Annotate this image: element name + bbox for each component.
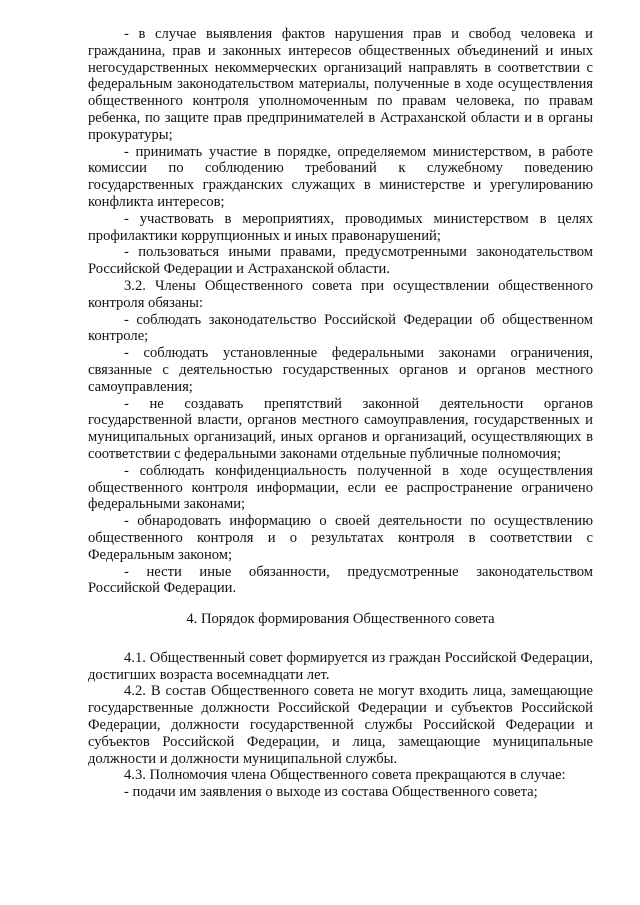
paragraph-comply-law: - соблюдать законодательство Российской Федерации об общественном контроле;: [88, 311, 593, 345]
paragraph-publish-information: - обнародовать информацию о своей деятельности по осуществлению общественного контроля и о результатах контроля в соответствии с Федеральным законом;: [88, 513, 593, 563]
paragraph-clause-3-2: 3.2. Члены Общественного совета при осуществлении общественного контроля обязаны:: [88, 277, 593, 311]
paragraph-clause-4-1: 4.1. Общественный совет формируется из граждан Российской Федерации, достигших возраста восемнадцати лет.: [88, 649, 593, 683]
document-page: [88, 26, 593, 801]
paragraph-anticorruption-events: - участвовать в мероприятиях, проводимых министерством в целях профилактики коррупционных и иных правонарушений;: [88, 210, 593, 244]
paragraph-other-duties: - нести иные обязанности, предусмотренные законодательством Российской Федерации.: [88, 563, 593, 597]
paragraph-comply-restrictions: - соблюдать установленные федеральными законами ограничения, связанные с деятельностью государственных органов и органов местного самоуправления;: [88, 345, 593, 395]
paragraph-report-violations: - в случае выявления фактов нарушения прав и свобод человека и гражданина, прав и законных интересов общественных объединений и иных негосударственных некоммерческих организаций направлять в соответствии с федеральным законодательством материалы, полученные в ходе осуществления общественного контроля уполномоченным по правам человека, по правам ребенка, по защите прав предпринимателей в Астраханской области и в органы прокуратуры;: [88, 26, 593, 143]
paragraph-clause-4-2: 4.2. В состав Общественного совета не могут входить лица, замещающие государственные должности Российской Федерации и субъектов Российской Федерации, должности государственной службы Российской Федерации и субъектов Российской Федерации, и лица, замещающие муниципальные должности и должности муниципальной службы.: [88, 683, 593, 767]
paragraph-other-rights: - пользоваться иными правами, предусмотренными законодательством Российской Федерации и Астраханской области.: [88, 244, 593, 278]
paragraph-ethics-commission: - принимать участие в порядке, определяемом министерством, в работе комиссии по соблюдению требований к служебному поведению государственных гражданских служащих в министерстве и урегулированию конфликта интересов;: [88, 143, 593, 210]
paragraph-confidentiality: - соблюдать конфиденциальность полученной в ходе осуществления общественного контроля информации, если ее распространение ограничено федеральными законами;: [88, 462, 593, 513]
paragraph-no-obstruction: - не создавать препятствий законной деятельности органов государственной власти, органов местного самоуправления, государственных и муниципальных организаций, иных органов и организаций, осуществляющих в соответствии с федеральными законами отдельные публичные полномочия;: [88, 395, 593, 462]
section-heading: 4. Порядок формирования Общественного совета: [186, 611, 495, 628]
paragraph-clause-4-3: 4.3. Полномочия члена Общественного совета прекращаются в случае:: [124, 767, 566, 784]
paragraph-resignation: - подачи им заявления о выходе из состава Общественного совета;: [124, 784, 538, 801]
